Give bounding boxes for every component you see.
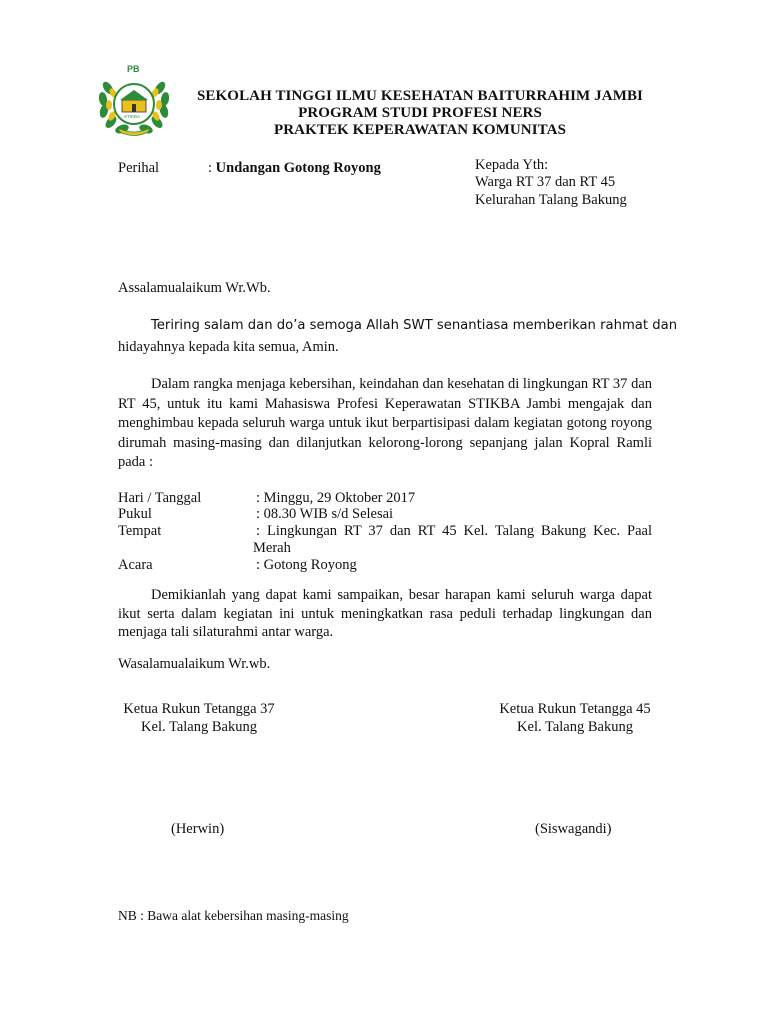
- detail-label-date: Hari / Tanggal: [118, 490, 202, 506]
- institution-logo: [94, 66, 174, 138]
- recipient-name: Warga RT 37 dan RT 45: [475, 174, 616, 190]
- detail-label-time: Pukul: [118, 506, 152, 522]
- recipient-area: Kelurahan Talang Bakung: [475, 192, 627, 208]
- paragraph-1-line-1: Teriring salam dan do’a semoga Allah SWT senantiasa memberikan rahmat dan: [151, 318, 678, 333]
- subject-label: Perihal: [118, 160, 160, 176]
- detail-label-event: Acara: [118, 557, 153, 573]
- signature-left-title: Ketua Rukun Tetangga 37: [123, 701, 275, 717]
- logo-top-text: PB: [127, 64, 140, 74]
- paragraph-1-line-2: hidayahnya kepada kita semua, Amin.: [118, 339, 339, 355]
- subject-separator: :: [208, 160, 213, 176]
- footnote: NB : Bawa alat kebersihan masing-masing: [118, 908, 349, 923]
- paragraph-2: Dalam rangka menjaga kebersihan, keindahan dan kesehatan di lingkungan RT 37 dan RT 45, untuk itu kami Mahasiswa Profesi Keperawatan STIKBA Jambi mengajak dan menghimbau kepada seluruh warga untuk ikut berpartisipasi dalam kegiatan gotong royong dirumah masing-masing dan dilanjutkan kelorong-lorong sepanjang jalan Kopral Ramli pada :: [118, 376, 652, 470]
- detail-value-event: : Gotong Royong: [256, 557, 357, 573]
- recipient-salutation: Kepada Yth:: [475, 157, 549, 173]
- closing: Wasalamualaikum Wr.wb.: [118, 656, 271, 672]
- logo-bottom-text: STIKBA: [124, 114, 141, 119]
- signature-right-title: Ketua Rukun Tetangga 45: [499, 701, 651, 717]
- detail-value-date: : Minggu, 29 Oktober 2017: [256, 490, 416, 506]
- signature-right-area: Kel. Talang Bakung: [517, 719, 633, 735]
- course-name: PRAKTEK KEPERAWATAN KOMUNITAS: [273, 122, 567, 138]
- detail-label-place: Tempat: [118, 523, 162, 539]
- institution-name: SEKOLAH TINGGI ILMU KESEHATAN BAITURRAHIM JAMBI: [196, 88, 643, 104]
- signature-right-name: (Siswagandi): [535, 821, 612, 837]
- detail-value-place: : Lingkungan RT 37 dan RT 45 Kel. Talang Bakung Kec. Paal: [256, 523, 652, 539]
- subject-value: Undangan Gotong Royong: [215, 160, 381, 176]
- detail-value-time: : 08.30 WIB s/d Selesai: [256, 506, 394, 522]
- signature-left-area: Kel. Talang Bakung: [141, 719, 257, 735]
- program-name: PROGRAM STUDI PROFESI NERS: [298, 105, 542, 121]
- paragraph-3: Demikianlah yang dapat kami sampaikan, besar harapan kami seluruh warga dapat ikut serta dalam kegiatan ini untuk meningkatkan rasa peduli terhadap lingkungan dan menjaga tali silaturahmi antar warga.: [118, 587, 652, 640]
- subject-line: [208, 159, 381, 177]
- signature-left-name: (Herwin): [171, 821, 225, 837]
- detail-value-place-cont: Merah: [253, 540, 291, 556]
- greeting: Assalamualaikum Wr.Wb.: [118, 280, 271, 296]
